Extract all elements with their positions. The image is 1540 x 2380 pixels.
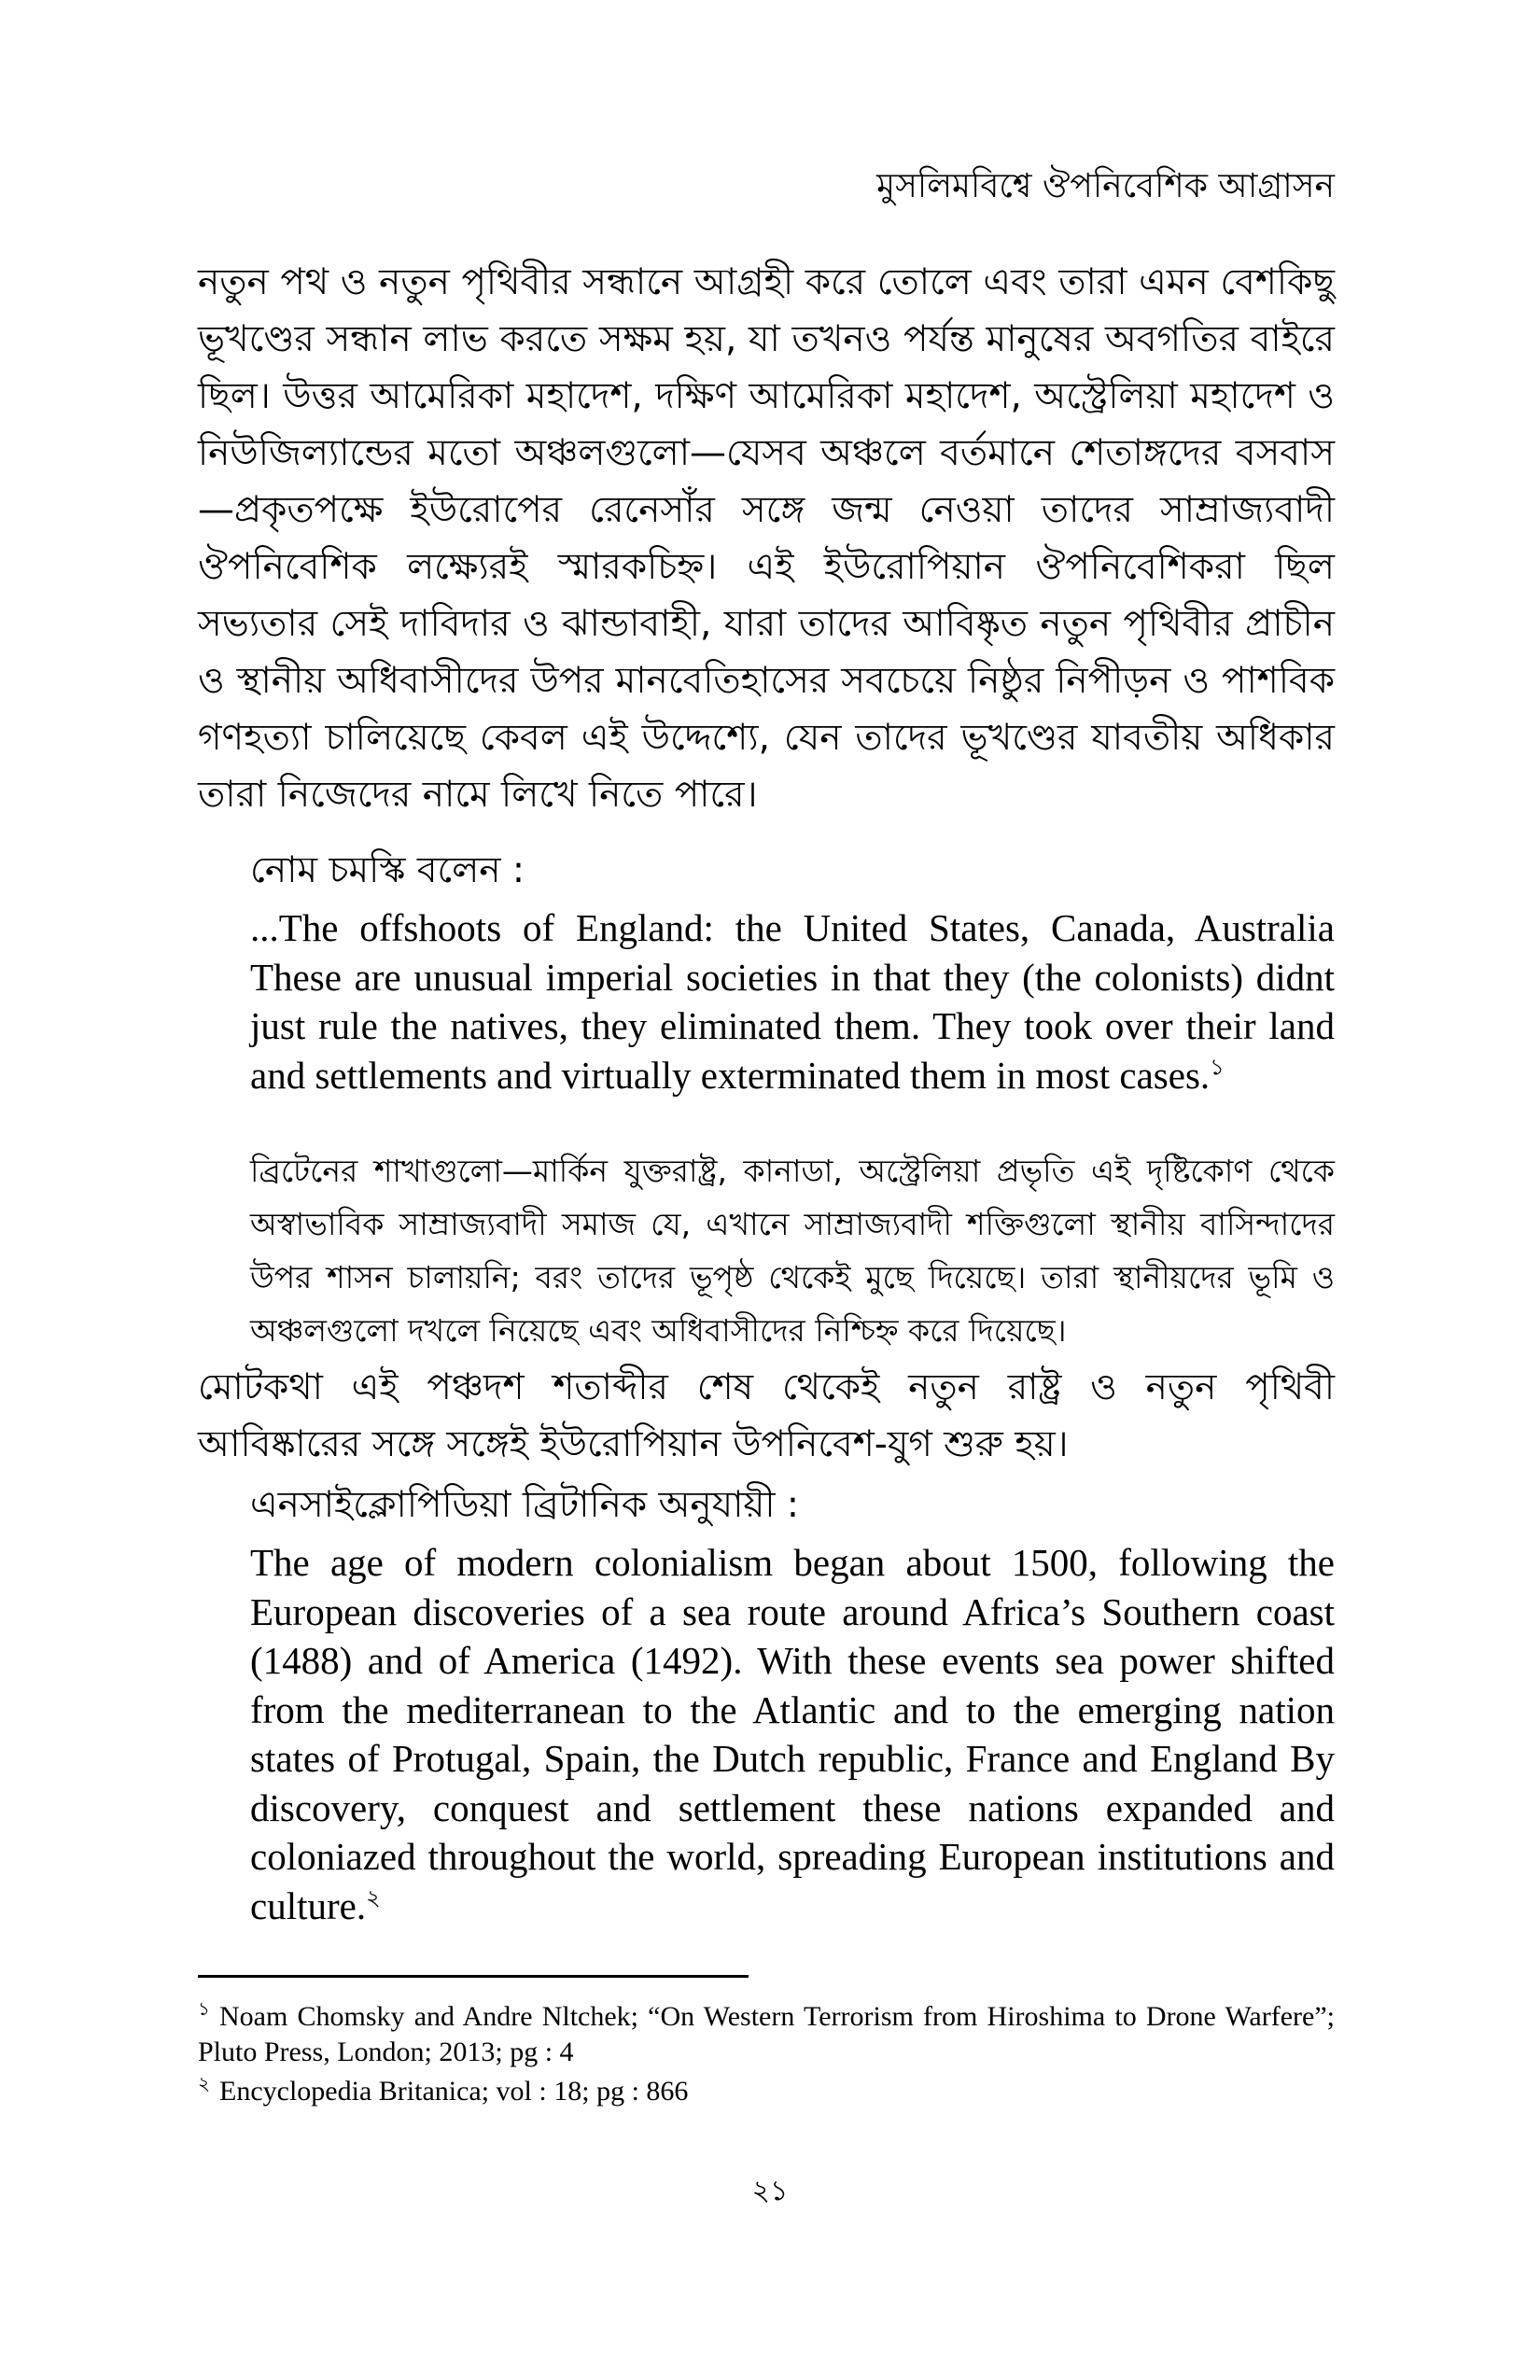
body-paragraph-2: মোটকথা এই পঞ্চদশ শতাব্দীর শেষ থেকেই নতুন রাষ্ট্র ও নতুন পৃথিবী আবিষ্কারের সঙ্গে সঙ্গেই ইউরোপিয়ান উপনিবেশ-যুগ শুরু হয়।: [198, 1366, 1335, 1465]
chomsky-quote-text: ...The offshoots of England: the United States, Canada, Australia These are unusual imperial societies in that they (the colonists) didnt just rule the natives, they eliminated them. They took over their land and settlements and virtually exterminated them in most cases.: [250, 906, 1335, 1097]
footnote-ref-2[interactable]: ২: [366, 1885, 381, 1911]
footnote-2-mark: ২: [198, 2074, 211, 2094]
footnote-2: [198, 2066, 1335, 2109]
britannica-block-quote: [250, 1538, 1335, 1930]
chomsky-lead-in: নোম চমস্কি বলেন :: [250, 849, 525, 891]
footnote-divider: [198, 1975, 749, 1978]
footnote-1: [198, 1992, 1335, 2070]
chomsky-block-quote: [250, 903, 1335, 1099]
footnote-2-text: Encyclopedia Britanica; vol : 18; pg : 866: [219, 2076, 689, 2107]
britannica-quote-text: The age of modern colonialism began about 1500, following the European discoveries of a sea route around Africa’s Southern coast (1488) and of America (1492). With these events sea power shifted from the mediterranean to the Atlantic and to the emerging nation states of Protugal, Spain, the Dutch republic, France and England By discovery, conquest and settlement these nations expanded and coloniazed throughout the world, spreading European institutions and culture.: [250, 1541, 1335, 1927]
chomsky-translation: ব্রিটেনের শাখাগুলো—মার্কিন যুক্তরাষ্ট্র, কানাডা, অস্ট্রেলিয়া প্রভৃতি এই দৃষ্টিকোণ থেকে অস্বাভাবিক সাম্রাজ্যবাদী সমাজ যে, এখানে সাম্রাজ্যবাদী শক্তিগুলো স্থানীয় বাসিন্দাদের উপর শাসন চালায়নি; বরং তাদের ভূপৃষ্ঠ থেকেই মুছে দিয়েছে। তারা স্থানীয়দের ভূমি ও অঞ্চলগুলো দখলে নিয়েছে এবং অধিবাসীদের নিশ্চিহ্ন করে দিয়েছে।: [250, 1153, 1335, 1349]
britannica-lead-in: এনসাইক্লোপিডিয়া ব্রিটানিক অনুযায়ী :: [250, 1484, 800, 1526]
body-paragraph-1: নতুন পথ ও নতুন পৃথিবীর সন্ধানে আগ্রহী করে তোলে এবং তারা এমন বেশকিছু ভূখণ্ডের সন্ধান লাভ করতে সক্ষম হয়, যা তখনও পর্যন্ত মানুষের অবগতির বাইরে ছিল। উত্তর আমেরিকা মহাদেশ, দক্ষিণ আমেরিকা মহাদেশ, অস্ট্রেলিয়া মহাদেশ ও নিউজিল্যান্ডের মতো অঞ্চলগুলো—যেসব অঞ্চলে বর্তমানে শেতাঙ্গদের বসবাস—প্রকৃতপক্ষে ইউরোপের রেনেসাঁর সঙ্গে জন্ম নেওয়া তাদের সাম্রাজ্যবাদী ঔপনিবেশিক লক্ষ্যেরই স্মারকচিহ্ন। এই ইউরোপিয়ান ঔপনিবেশিকরা ছিল সভ্যতার সেই দাবিদার ও ঝান্ডাবাহী, যারা তাদের আবিষ্কৃত নতুন পৃথিবীর প্রাচীন ও স্থানীয় অধিবাসীদের উপর মানবেতিহাসের সবচেয়ে নিষ্ঠুর নিপীড়ন ও পাশবিক গণহত্যা চালিয়েছে কেবল এই উদ্দেশ্যে, যেন তাদের ভূখণ্ডের যাবতীয় অধিকার তারা নিজেদের নামে লিখে নিতে পারে।: [198, 261, 1335, 816]
page-number: ২১: [751, 2175, 789, 2207]
footnote-1-mark: ১: [198, 1999, 210, 2020]
footnote-1-text: Noam Chomsky and Andre Nltchek; “On Western Terrorism from Hiroshima to Drone Warfere”; Pluto Press, London; 2013; pg : 4: [198, 2001, 1335, 2067]
footnote-ref-1[interactable]: ১: [1210, 1055, 1225, 1080]
running-head: মুসলিমবিশ্বে ঔপনিবেশিক আগ্রাসন: [876, 167, 1335, 205]
